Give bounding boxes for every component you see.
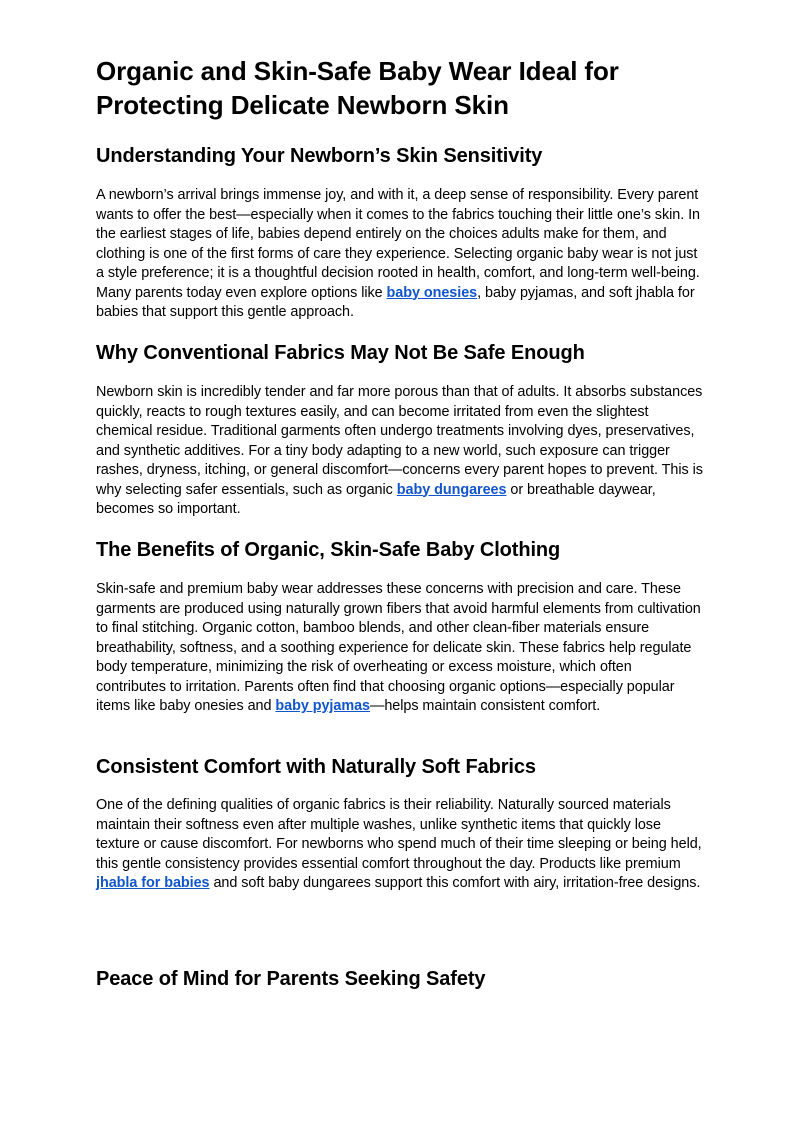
section-paragraph-consistent-comfort [96,796,704,894]
link-baby-dungarees[interactable]: baby dungarees [396,481,507,498]
section-paragraph-organic-benefits [96,580,704,717]
paragraph-text: One of the defining qualities of organic fabrics is their reliability. Naturally sourced materials maintain their softness even after multiple washes, unlike synthetic items that quickly lose texture or cause discomfort. For newborns who spend much of their time sleeping or being held, this gentle consistency provides essential comfort throughout the day. Products like premium [96,797,702,872]
section-heading-consistent-comfort: Consistent Comfort with Naturally Soft Fabrics [96,756,536,778]
paragraph-text: Newborn skin is incredibly tender and far more porous than that of adults. It absorbs substances quickly, reacts to rough textures easily, and can become irritated from even the slightest chemical residue. Traditional garments often undergo treatments involving dyes, preservatives, and synthetic additives. For a tiny body adapting to a new world, such exposure can trigger rashes, dryness, itching, or general discomfort—concerns every parent hopes to prevent. This is why selecting safer essentials, such as organic [96,384,703,498]
section-paragraph-skin-sensitivity [96,186,704,323]
document-title: Organic and Skin-Safe Baby Wear Ideal for Protecting Delicate Newborn Skin [96,56,619,120]
section-heading-peace-of-mind: Peace of Mind for Parents Seeking Safety [96,968,486,990]
paragraph-text: or breathable daywear, becomes so important. [96,481,656,517]
paragraph-text: Skin-safe and premium baby wear addresses these concerns with precision and care. These garments are produced using naturally grown fibers that avoid harmful elements from cultivation to final stitching. Organic cotton, bamboo blends, and other clean-fiber materials ensure breathability, softness, and a soothing experience for delicate skin. These fabrics help regulate body temperature, minimizing the risk of overheating or excess moisture, which often contributes to irritation. Parents often find that choosing organic options—especially popular items like baby onesies and [96,581,701,714]
section-heading-conventional-fabrics: Why Conventional Fabrics May Not Be Safe Enough [96,342,585,364]
link-baby-onesies[interactable]: baby onesies [386,284,478,301]
paragraph-text: A newborn’s arrival brings immense joy, and with it, a deep sense of responsibility. Every parent wants to offer the best—especially when it comes to the fabrics touching their little one’s skin. In the earliest stages of life, babies depend entirely on the choices adults make for them, and clothing is one of the first forms of care they experience. Selecting organic baby wear is not just a style preference; it is a thoughtful decision rooted in health, comfort, and long-term well-being. Many parents today even explore options like [96,187,700,301]
paragraph-text: —helps maintain consistent comfort. [369,698,601,714]
paragraph-text: , baby pyjamas, and soft jhabla for babies that support this gentle approach. [96,284,695,320]
link-baby-pyjamas[interactable]: baby pyjamas [275,698,370,714]
section-heading-skin-sensitivity: Understanding Your Newborn’s Skin Sensitivity [96,145,543,167]
paragraph-text: and soft baby dungarees support this comfort with airy, irritation-free designs. [209,875,701,891]
section-heading-organic-benefits: The Benefits of Organic, Skin-Safe Baby Clothing [96,539,561,561]
link-jhabla-for-babies[interactable]: jhabla for babies [96,875,210,891]
section-paragraph-conventional-fabrics [96,383,704,520]
